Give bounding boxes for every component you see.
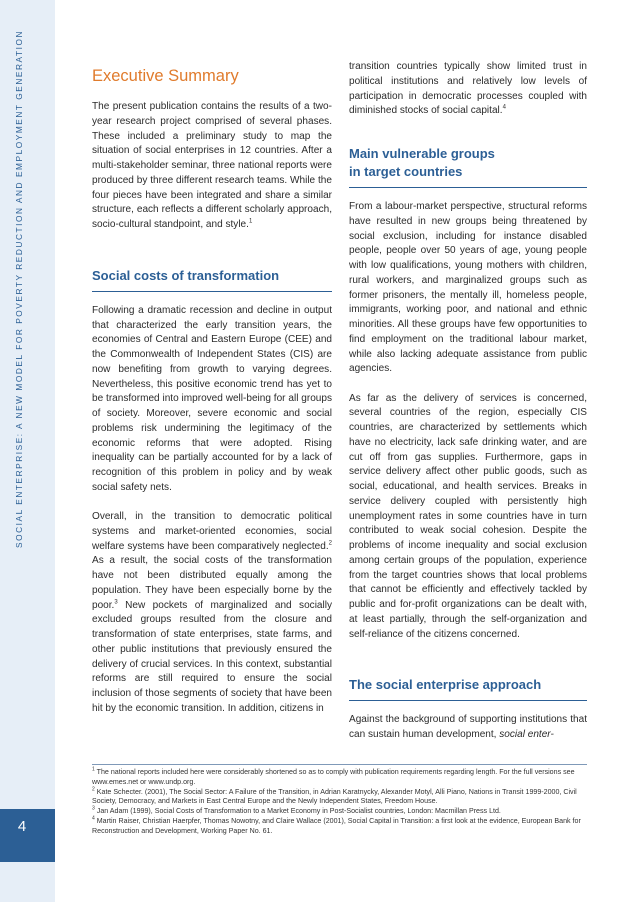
running-title: SOCIAL ENTERPRISE: A NEW MODEL FOR POVERTY REDUCTION AND EMPLOYMENT GENERATION: [14, 30, 24, 548]
footnotes: [92, 764, 587, 837]
approach-text-italic: social enter-: [499, 729, 554, 741]
footnote-ref: 3: [114, 599, 118, 606]
trust-paragraph: [349, 60, 587, 119]
footnote: [92, 807, 587, 817]
footnote-number: 3: [92, 805, 95, 812]
page-number: 4: [17, 818, 27, 835]
social-enterprise-approach-heading: The social enterprise approach: [349, 676, 587, 701]
footnote-text: Kate Schecter. (2001), The Social Sector: A Failure of the Transition, in Adrian Karatnycky, Alexander Motyl, Alli Piano, Nations in Transit 1999-2000, Civil Society, Democracy, and Markets in East Central Europe and the Newly Independent States, Freedom House.: [92, 787, 577, 806]
trust-text: transition countries typically show limited trust in political institutions and relatively low levels of participation in democratic processes coupled with diminished stocks of social capital.: [349, 61, 587, 117]
footnote-number: 1: [92, 766, 95, 773]
footnote-text: Jan Adam (1999), Social Costs of Transformation to a Market Economy in Post-Socialist countries, London: Macmillan Press Ltd.: [96, 807, 501, 816]
service-delivery-paragraph: As far as the delivery of services is concerned, several countries of the region, especially CIS countries, are characterized by settlements which have no electricity, lack safe drinking water, and are cut off from gas supplies. Furthermore, gaps in service delivery affect other public goods, such as social, educational, and health services. Breaks in service delivery coupled with persistently high unemployment rates in some countries have in turn contributed to weak social cohesion. Despite the problems of income inequality and social exclusion among certain groups of the population, experience from the target countries shows that local problems that cannot be efficiently and effectively tackled by public and for-profit organizations can be dealt with, at least partially, through the self-organization and self-reliance of the citizens concerned.: [349, 392, 587, 640]
heading-line-1: Main vulnerable groups: [349, 146, 495, 161]
footnote: [92, 768, 587, 788]
footnote-number: 4: [92, 815, 95, 822]
heading-line-2: in target countries: [349, 164, 463, 179]
footnote-ref: 4: [502, 104, 506, 111]
social-costs-heading: Social costs of transformation: [92, 267, 332, 292]
footnote: [92, 788, 587, 808]
footnote-ref: 2: [328, 540, 332, 547]
page-number-box: [0, 809, 55, 862]
footnote-text: Martin Raiser, Christian Haerpfer, Thomas Nowotny, and Claire Wallace (2001), Social Capital in Transition: a first look at the evidence, European Bank for Reconstruction and Development, Working Paper No. 61.: [92, 816, 581, 835]
sidebar: [0, 0, 55, 902]
footnote-text: The national reports included here were considerably shortened so as to comply with publication requirements regarding length. For the full versions see www.emes.net or www.undp.org.: [92, 768, 575, 786]
approach-text: Against the background of supporting institutions that can sustain human development,: [349, 714, 587, 741]
vulnerable-groups-heading: [349, 145, 587, 188]
intro-paragraph: [92, 100, 332, 233]
executive-summary-heading: Executive Summary: [92, 67, 239, 85]
right-column: [349, 60, 587, 757]
transition-text-c: New pockets of marginalized and socially excluded groups resulted from the closure and transformation of state enterprises, state farms, and other public institutions that previously ensured the delivery of crucial services. In this context, substantial reforms are still required to ensure the social inclusion of those segments of society that have been hit by the economic transition. In addition, citizens in: [92, 599, 332, 714]
left-column: [92, 60, 332, 731]
transition-paragraph: [92, 510, 332, 717]
footnote: [92, 817, 587, 837]
footnote-number: 2: [92, 786, 95, 793]
transition-text-b: As a result, the social costs of the transformation have not been distributed equally among the population. They have been especially borne by the poor.: [92, 555, 332, 611]
intro-text: The present publication contains the results of a two-year research project comprised of several phases. These included a preliminary study to map the situation of social enterprises in 12 countries. After a multi-stakeholder seminar, three national reports were produced by three different research teams. While the four pieces have been integrated and share a similar structure, each reflects a different scholarly approach, socio-cultural standpoint, and style.: [92, 101, 332, 230]
footnote-ref: 1: [248, 218, 253, 225]
labour-market-paragraph: From a labour-market perspective, structural reforms have resulted in new groups being threatened by social exclusion, including for instance disabled people, people over 50 years of age, young people with low qualifications, young mothers with children, rural workers, and marginalized groups such as former prisoners, the mentally ill, homeless people, immigrants, working poor, and national and ethnic minorities. All these groups have few opportunities to find employment on the traditional labour market, while also lacking adequate assistance from public agencies.: [349, 201, 587, 375]
social-costs-paragraph: Following a dramatic recession and decline in output that characterized the early transition years, the economies of Central and Eastern Europe (CEE) and the Commonwealth of Independent States (CIS) are now benefiting from growth to varying degrees. Nevertheless, this positive economic trend has yet to be transformed into improved well-being for all groups of society. Moreover, severe economic and social problems risk undermining the legitimacy of the economic reforms that were adopted. Rising inequality can be partially accounted for by a lack of recognition of this problem in policy and by weak social safety nets.: [92, 304, 332, 493]
transition-text-a: Overall, in the transition to democratic political systems and market-oriented economies, social welfare systems have been comparatively neglected.: [92, 511, 332, 552]
approach-paragraph: [349, 713, 587, 743]
